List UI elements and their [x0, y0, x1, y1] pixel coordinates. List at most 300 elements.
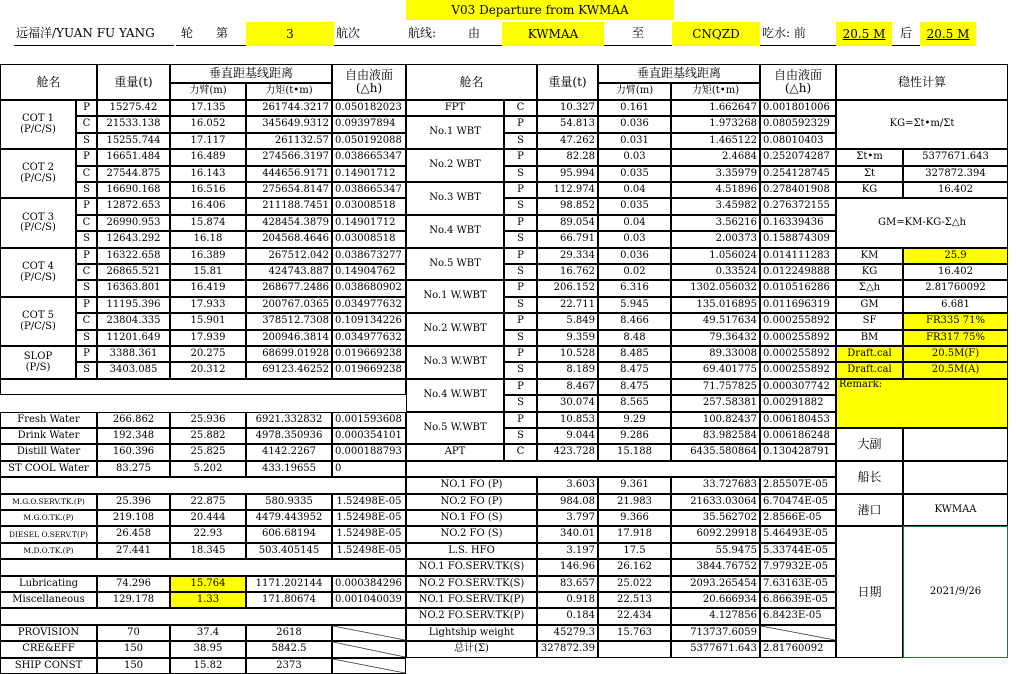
fsm-cell: 0.000255892	[760, 346, 836, 362]
weight-cell: 29.334	[537, 248, 598, 264]
fsm-cell: 0.038673277	[332, 248, 406, 264]
captain-signature[interactable]	[903, 461, 1008, 494]
arm-cell: 16.406	[170, 198, 246, 215]
moment-cell: 6921.332832	[246, 412, 332, 428]
weight-cell: 206.152	[537, 280, 598, 297]
fsm-cell: 0.16339436	[760, 215, 836, 231]
weight-cell: 9.359	[537, 330, 598, 346]
weight-cell: 66.791	[537, 231, 598, 248]
fsm-cell: 0.006180453	[760, 412, 836, 428]
weight-cell: 10.528	[537, 346, 598, 362]
moment-cell: 5842.5	[246, 641, 332, 658]
arm-cell: 8.565	[598, 395, 671, 412]
left-col-name: 舱名	[0, 64, 97, 100]
tank-side: C	[76, 215, 97, 231]
fsm-cell: 0.010516286	[760, 280, 836, 297]
sum-free-surface-label: Σ△h	[836, 280, 903, 297]
arm-cell: 25.936	[170, 412, 246, 428]
weight-cell: 423.728	[537, 444, 598, 461]
weight-cell: 45279.3	[537, 625, 598, 641]
lightship-label: Lightship weight	[406, 625, 537, 641]
bending-moment: FR317 75%	[903, 330, 1008, 346]
tank-side: P	[504, 149, 537, 166]
tank-side: S	[504, 264, 537, 280]
gm-value: 6.681	[903, 297, 1008, 313]
arm-cell: 16.489	[170, 149, 246, 166]
sum-moment-label: Σt•m	[836, 149, 903, 166]
tank-side: P	[504, 182, 537, 198]
weight-cell: 27544.875	[97, 166, 170, 182]
label-aft: 后	[892, 22, 920, 46]
moment-cell: 68699.01928	[246, 346, 332, 362]
fsm-cell: 0.014111283	[760, 248, 836, 264]
weight-cell: 70	[97, 625, 170, 641]
fsm-cell: 1.52498E-05	[332, 494, 406, 510]
tank-side: P	[504, 116, 537, 133]
label-draft-fwd: 吃水: 前	[760, 22, 836, 46]
fsm-cell: 0.158874309	[760, 231, 836, 248]
arm-cell: 16.516	[170, 182, 246, 198]
moment-cell: 433.19655	[246, 461, 332, 477]
moment-cell: 69123.46252	[246, 362, 332, 379]
weight-cell: 3388.361	[97, 346, 170, 362]
label-di: 第	[198, 22, 246, 46]
weight-cell: 0.918	[537, 592, 598, 608]
left-col-arm: 力臂(m)	[170, 83, 246, 100]
label-line-1: COT 4	[21, 261, 55, 272]
moment-cell: 1302.056032	[671, 280, 760, 297]
label-line-1: SLOP	[23, 351, 53, 362]
km-value: 25.9	[903, 248, 1008, 264]
tank-group-name: No.4 W.WBT	[406, 379, 504, 412]
arm-cell: 15.764	[170, 576, 246, 592]
fsm-cell: 0.000255892	[760, 362, 836, 379]
tank-name: NO.1 FO (P)	[406, 477, 537, 494]
label-lun: 轮	[176, 22, 198, 46]
fsm-cell: 0.14904762	[332, 264, 406, 280]
arm-cell: 17.918	[598, 526, 671, 543]
tank-side: S	[504, 428, 537, 444]
remark-box: Remark:	[836, 379, 1008, 428]
fsm-cell: 6.8423E-05	[760, 608, 836, 625]
fsm-cell: 0.09397894	[332, 116, 406, 133]
moment-cell: 79.36432	[671, 330, 760, 346]
label-line-1: 自由液面	[344, 68, 393, 83]
tank-side: P	[504, 215, 537, 231]
weight-cell: 3.197	[537, 543, 598, 559]
tank-side: P	[504, 248, 537, 264]
arm-cell: 15.874	[170, 215, 246, 231]
arm-cell: 0.036	[598, 116, 671, 133]
fsm-cell: 0.14901712	[332, 166, 406, 182]
fsm-cell: 0.019669238	[332, 362, 406, 379]
tank-side: C	[504, 100, 537, 116]
weight-cell: 150	[97, 641, 170, 658]
moment-cell: 2618	[246, 625, 332, 641]
sum-free-surface: 2.81760092	[903, 280, 1008, 297]
weight-cell: 26.458	[97, 526, 170, 543]
fsm-cell: 0.130428791	[760, 444, 836, 461]
weight-cell: 74.296	[97, 576, 170, 592]
tank-side: S	[76, 362, 97, 379]
weight-cell: 26990.953	[97, 215, 170, 231]
fsm-cell: 1.52498E-05	[332, 526, 406, 543]
moment-cell: 0.33524	[671, 264, 760, 280]
arm-cell: 0.035	[598, 198, 671, 215]
right-col-vertical: 垂直距基线距离	[598, 64, 760, 83]
weight-cell: 150	[97, 658, 170, 674]
tank-name: NO.1 FO.SERV.TK(P)	[406, 592, 537, 608]
weight-cell: 30.074	[537, 395, 598, 412]
arm-cell: 16.389	[170, 248, 246, 264]
sheet-title: V03 Departure from KWMAA	[406, 0, 674, 20]
weight-cell: 16363.801	[97, 280, 170, 297]
moment-cell: 4.127856	[671, 608, 760, 625]
fsm-cell: 0.011696319	[760, 297, 836, 313]
sum-moment: 5377671.643	[903, 149, 1008, 166]
moment-cell: 4.51896	[671, 182, 760, 198]
tank-name: M.D.O.TK.(P)	[0, 543, 97, 559]
moment-cell: 713737.6059	[671, 625, 760, 641]
fsm-cell: 0.08010403	[760, 133, 836, 149]
moment-cell: 606.68194	[246, 526, 332, 543]
label-from: 由	[446, 22, 502, 46]
label-voyage: 航次	[334, 22, 406, 46]
arm-cell: 22.875	[170, 494, 246, 510]
label-line-1: COT 2	[21, 162, 55, 173]
arm-cell: 8.48	[598, 330, 671, 346]
moment-cell: 3.35979	[671, 166, 760, 182]
weight-cell: 9.044	[537, 428, 598, 444]
weight-cell: 25.396	[97, 494, 170, 510]
fsm-na-slash	[760, 625, 836, 641]
fsm-cell: 0.034977632	[332, 297, 406, 313]
fsm-cell: 0.00291882	[760, 395, 836, 412]
fsm-cell: 0.278401908	[760, 182, 836, 198]
weight-cell: 26865.521	[97, 264, 170, 280]
weight-cell: 83.657	[537, 576, 598, 592]
moment-cell: 3.56216	[671, 215, 760, 231]
weight-cell: 10.853	[537, 412, 598, 428]
tank-name: Fresh Water	[0, 412, 97, 428]
moment-cell: 171.80674	[246, 592, 332, 608]
arm-cell: 25.882	[170, 428, 246, 444]
total-arm	[598, 641, 671, 658]
label-line-1: COT 1	[21, 113, 55, 124]
moment-cell: 4978.350936	[246, 428, 332, 444]
arm-cell: 16.18	[170, 231, 246, 248]
from-port: KWMAA	[502, 22, 604, 46]
tank-name: M.G.O.TK.(P)	[0, 510, 97, 526]
total-fsm: 2.81760092	[760, 641, 836, 658]
moment-cell: 424743.887	[246, 264, 332, 280]
fsm-cell: 0.019669238	[332, 346, 406, 362]
tank-name: FPT	[406, 100, 504, 116]
arm-cell: 8.485	[598, 346, 671, 362]
empty-row	[0, 395, 406, 412]
ship-name: 远福洋/YUAN FU YANG	[14, 22, 174, 46]
right-col-name: 舱名	[406, 64, 537, 100]
weight-cell: 47.262	[537, 133, 598, 149]
label-route: 航线:	[406, 22, 446, 46]
tank-side: S	[76, 330, 97, 346]
total-weight: 327872.39	[537, 641, 598, 658]
moment-cell: 2.00373	[671, 231, 760, 248]
weight-cell: 16.762	[537, 264, 598, 280]
draft-calc-aft-label: Draft.cal	[836, 362, 903, 379]
moment-cell: 1.973268	[671, 116, 760, 133]
arm-cell: 15.901	[170, 313, 246, 330]
fsm-cell: 0.050192088	[332, 133, 406, 149]
fsm-cell: 0	[332, 461, 406, 477]
total-moment: 5377671.643	[671, 641, 760, 658]
arm-cell: 15.763	[598, 625, 671, 641]
moment-cell: 2093.265454	[671, 576, 760, 592]
weight-cell: 3.603	[537, 477, 598, 494]
tank-side: S	[76, 182, 97, 198]
kg-formula: KG=Σt•m/Σt	[836, 100, 1008, 149]
tank-group-name: No.1 WBT	[406, 116, 504, 149]
label-line-2: (P/C/S)	[20, 172, 56, 184]
arm-cell: 37.4	[170, 625, 246, 641]
weight-cell: 112.974	[537, 182, 598, 198]
tank-group-name	[0, 100, 76, 149]
fsm-cell: 0.080592329	[760, 116, 836, 133]
weight-cell: 54.813	[537, 116, 598, 133]
moment-cell: 3844.76752	[671, 559, 760, 576]
arm-cell: 22.93	[170, 526, 246, 543]
fsm-cell: 0.000354101	[332, 428, 406, 444]
empty-row	[0, 379, 406, 395]
tank-group-name: No.2 W.WBT	[406, 313, 504, 346]
weight-cell: 89.054	[537, 215, 598, 231]
moment-cell: 21633.03064	[671, 494, 760, 510]
weight-cell: 146.96	[537, 559, 598, 576]
arm-cell: 0.03	[598, 149, 671, 166]
moment-cell: 204568.4646	[246, 231, 332, 248]
tank-name: Distill Water	[0, 444, 97, 461]
port-label: 港口	[836, 494, 903, 526]
moment-cell: 83.982584	[671, 428, 760, 444]
tank-side: S	[76, 133, 97, 149]
moment-cell: 268677.2486	[246, 280, 332, 297]
arm-cell: 5.202	[170, 461, 246, 477]
right-col-free-surface	[760, 64, 836, 100]
moment-cell: 274566.3197	[246, 149, 332, 166]
weight-cell: 8.467	[537, 379, 598, 395]
tank-name: NO.2 FO.SERV.TK(P)	[406, 608, 537, 625]
label-line-2: (P/S)	[25, 361, 51, 373]
label-to: 至	[604, 22, 672, 46]
fsm-cell: 6.70474E-05	[760, 494, 836, 510]
arm-cell: 9.366	[598, 510, 671, 526]
weight-cell: 129.178	[97, 592, 170, 608]
arm-cell: 17.117	[170, 133, 246, 149]
tank-side: P	[504, 379, 537, 395]
draft-aft: 20.5 M	[920, 22, 976, 46]
moment-cell: 89.33008	[671, 346, 760, 362]
moment-cell: 267512.042	[246, 248, 332, 264]
fsm-cell: 0.001801006	[760, 100, 836, 116]
weight-cell: 340.01	[537, 526, 598, 543]
tank-group-name	[0, 198, 76, 248]
chief-officer-label: 大副	[836, 428, 903, 461]
fsm-cell: 0.03008518	[332, 231, 406, 248]
label-line-1: COT 3	[21, 211, 55, 223]
captain-label: 船长	[836, 461, 903, 494]
moment-cell: 211188.7451	[246, 198, 332, 215]
arm-cell: 20.444	[170, 510, 246, 526]
fsm-cell: 0.000188793	[332, 444, 406, 461]
date-label: 日期	[836, 526, 903, 658]
label-line-2: (P/C/S)	[20, 222, 56, 233]
moment-cell: 20.666934	[671, 592, 760, 608]
moment-cell: 33.727683	[671, 477, 760, 494]
label-line-2: (P/C/S)	[20, 320, 56, 332]
arm-cell: 20.312	[170, 362, 246, 379]
tank-group-name	[0, 346, 76, 379]
tank-side: S	[504, 395, 537, 412]
fsm-cell: 0.252074287	[760, 149, 836, 166]
gm-formula: GM=KM-KG-Σ△h	[836, 198, 1008, 248]
arm-cell: 17.5	[598, 543, 671, 559]
moment-cell: 261744.3217	[246, 100, 332, 116]
arm-cell: 17.939	[170, 330, 246, 346]
label-line-2: (△h)	[784, 81, 812, 95]
moment-cell: 275654.8147	[246, 182, 332, 198]
weight-cell: 11195.396	[97, 297, 170, 313]
fsm-cell: 0.050182023	[332, 100, 406, 116]
fsm-cell: 2.8566E-05	[760, 510, 836, 526]
moment-cell: 2.4684	[671, 149, 760, 166]
fsm-cell: 0.038665347	[332, 182, 406, 198]
fsm-cell: 1.52498E-05	[332, 510, 406, 526]
moment-cell: 1171.202144	[246, 576, 332, 592]
tank-group-name	[0, 149, 76, 198]
moment-cell: 378512.7308	[246, 313, 332, 330]
left-col-moment: 力矩(t•m)	[246, 83, 332, 100]
tank-name: Lubricating	[0, 576, 97, 592]
fsm-cell: 0.000307742	[760, 379, 836, 395]
weight-cell: 15255.744	[97, 133, 170, 149]
tank-side: C	[76, 116, 97, 133]
weight-cell: 8.189	[537, 362, 598, 379]
moment-cell: 444656.9171	[246, 166, 332, 182]
moment-cell: 257.58381	[671, 395, 760, 412]
fsm-cell: 6.86639E-05	[760, 592, 836, 608]
label-line-2: (P/C/S)	[20, 123, 56, 135]
tank-side: S	[504, 297, 537, 313]
moment-cell: 4479.443952	[246, 510, 332, 526]
weight-cell: 95.994	[537, 166, 598, 182]
shear-force: FR335 71%	[903, 313, 1008, 330]
chief-officer-signature[interactable]	[903, 428, 1008, 461]
tank-side: P	[76, 100, 97, 116]
arm-cell: 9.361	[598, 477, 671, 494]
weight-cell: 83.275	[97, 461, 170, 477]
arm-cell: 0.035	[598, 166, 671, 182]
arm-cell: 0.036	[598, 248, 671, 264]
tank-side: P	[504, 280, 537, 297]
arm-cell: 0.161	[598, 100, 671, 116]
draft-calc-forward-label: Draft.cal	[836, 346, 903, 362]
empty-row	[406, 461, 836, 477]
tank-side: S	[504, 198, 537, 215]
tank-side: S	[504, 330, 537, 346]
arm-cell: 16.419	[170, 280, 246, 297]
fsm-cell: 0.254128745	[760, 166, 836, 182]
weight-cell: 22.711	[537, 297, 598, 313]
label-line-1: COT 5	[21, 310, 55, 321]
gm-value-label: GM	[836, 297, 903, 313]
tank-side: C	[76, 166, 97, 182]
tank-side: S	[76, 280, 97, 297]
arm-cell: 9.286	[598, 428, 671, 444]
item-name: PROVISION	[0, 625, 97, 641]
weight-cell: 98.852	[537, 198, 598, 215]
fsm-cell: 0.000255892	[760, 330, 836, 346]
moment-cell: 49.517634	[671, 313, 760, 330]
left-col-vertical: 垂直距基线距离	[170, 64, 332, 83]
weight-cell: 23804.335	[97, 313, 170, 330]
fsm-cell: 5.46493E-05	[760, 526, 836, 543]
fsm-cell: 5.33744E-05	[760, 543, 836, 559]
tank-side: P	[504, 313, 537, 330]
weight-cell: 16690.168	[97, 182, 170, 198]
kg-value-2: 16.402	[903, 264, 1008, 280]
tank-name: NO.1 FO.SERV.TK(S)	[406, 559, 537, 576]
fsm-cell: 0.012249888	[760, 264, 836, 280]
weight-cell: 5.849	[537, 313, 598, 330]
tank-group-name: No.3 WBT	[406, 182, 504, 215]
shear-force-label: SF	[836, 313, 903, 330]
tank-side: S	[504, 362, 537, 379]
arm-cell: 0.031	[598, 133, 671, 149]
label-line-2: (△h)	[355, 81, 383, 95]
fsm-cell: 0.276372155	[760, 198, 836, 215]
sum-weight: 327872.394	[903, 166, 1008, 182]
moment-cell: 3.45982	[671, 198, 760, 215]
tank-side: S	[76, 231, 97, 248]
tank-group-name	[0, 297, 76, 346]
weight-cell: 12872.653	[97, 198, 170, 215]
empty-row	[0, 477, 406, 494]
fsm-cell: 0.109134226	[332, 313, 406, 330]
weight-cell: 11201.649	[97, 330, 170, 346]
tank-name: Miscellaneous	[0, 592, 97, 608]
tank-name: L.S. HFO	[406, 543, 537, 559]
moment-cell: 6435.580864	[671, 444, 760, 461]
weight-cell: 0.184	[537, 608, 598, 625]
draft-calc-forward: 20.5M(F)	[903, 346, 1008, 362]
tank-side: P	[76, 198, 97, 215]
fsm-cell: 2.85507E-05	[760, 477, 836, 494]
moment-cell: 55.9475	[671, 543, 760, 559]
tank-name: Drink Water	[0, 428, 97, 444]
moment-cell: 200946.3814	[246, 330, 332, 346]
moment-cell: 503.405145	[246, 543, 332, 559]
tank-side: S	[504, 231, 537, 248]
arm-cell: 9.29	[598, 412, 671, 428]
tank-side: P	[504, 412, 537, 428]
empty-row	[0, 559, 406, 576]
tank-name: NO.1 FO (S)	[406, 510, 537, 526]
arm-cell: 21.983	[598, 494, 671, 510]
tank-group-name: No.1 W.WBT	[406, 280, 504, 313]
tank-side: S	[504, 166, 537, 182]
arm-cell: 17.135	[170, 100, 246, 116]
moment-cell: 1.465122	[671, 133, 760, 149]
